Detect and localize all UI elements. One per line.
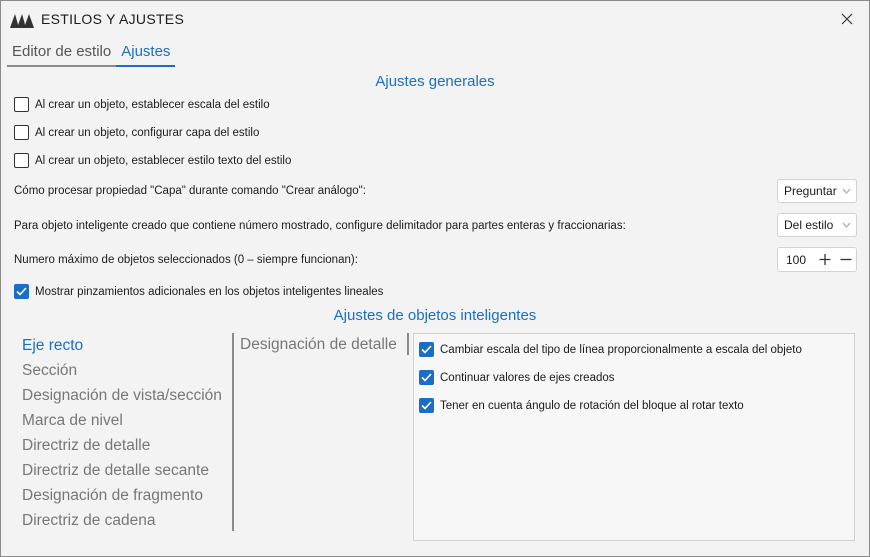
set-layer-label: Al crear un objeto, configurar capa del estilo — [35, 126, 260, 139]
max-objects-label: Numero máximo de objetos seleccionados (0 – siempre funcionan): — [14, 254, 358, 266]
subsection-divider — [407, 333, 409, 355]
set-text-style-label: Al crear un objeto, establecer estilo texto del estilo — [35, 154, 292, 167]
list-item[interactable]: Sección — [22, 362, 78, 379]
show-grips-checkbox[interactable] — [14, 284, 29, 299]
list-item[interactable]: Designación de fragmento — [22, 487, 203, 504]
rotation-angle-label: Tener en cuenta ángulo de rotación del bloque al rotar texto — [440, 399, 744, 412]
scale-linetype-checkbox[interactable] — [419, 342, 434, 357]
set-layer-checkbox[interactable] — [14, 125, 29, 140]
continue-axes-label: Continuar valores de ejes creados — [440, 371, 615, 384]
layer-process-value: Preguntar — [784, 184, 837, 198]
close-button[interactable] — [833, 7, 861, 31]
chevron-down-icon — [842, 222, 851, 228]
rotation-angle-checkbox-row[interactable] — [419, 398, 744, 413]
tab-bar — [7, 41, 175, 67]
max-objects-stepper[interactable] — [777, 247, 857, 272]
list-item[interactable]: Directriz de cadena — [22, 512, 156, 529]
layer-process-select[interactable] — [777, 179, 857, 203]
list-item[interactable]: Designación de vista/sección — [22, 387, 222, 404]
set-layer-checkbox-row[interactable] — [14, 125, 259, 140]
check-icon — [421, 373, 432, 382]
window-title: ESTILOS Y AJUSTES — [41, 11, 185, 27]
tab-style-editor[interactable]: Editor de estilo — [7, 41, 116, 67]
delimiter-select[interactable] — [777, 213, 857, 237]
list-item[interactable]: Directriz de detalle secante — [22, 462, 209, 479]
chevron-down-icon — [842, 188, 851, 194]
list-item[interactable]: Marca de nivel — [22, 412, 123, 429]
set-scale-checkbox-row[interactable] — [14, 97, 270, 112]
smart-object-list — [22, 335, 222, 535]
close-icon — [841, 13, 853, 25]
check-icon — [16, 287, 27, 296]
title-bar — [1, 1, 869, 37]
smart-objects-title: Ajustes de objetos inteligentes — [333, 307, 537, 324]
tab-settings[interactable]: Ajustes — [116, 41, 175, 67]
continue-axes-checkbox-row[interactable] — [419, 370, 615, 385]
general-settings-title: Ajustes generales — [375, 73, 495, 90]
minus-icon[interactable] — [839, 252, 853, 267]
list-divider — [232, 333, 234, 531]
delimiter-label: Para objeto inteligente creado que contiene número mostrado, configure delimitador para partes enteras y fraccionarias: — [14, 220, 626, 232]
show-grips-label: Mostrar pinzamientos adicionales en los objetos inteligentes lineales — [35, 285, 384, 298]
set-text-style-checkbox[interactable] — [14, 153, 29, 168]
scale-linetype-checkbox-row[interactable] — [419, 342, 802, 357]
set-scale-checkbox[interactable] — [14, 97, 29, 112]
layer-process-label: Cómo procesar propiedad "Capa" durante comando "Crear análogo": — [14, 185, 366, 197]
show-grips-checkbox-row[interactable] — [14, 284, 383, 299]
list-item[interactable]: Eje recto — [22, 337, 84, 354]
plus-icon[interactable] — [818, 252, 832, 267]
set-text-style-checkbox-row[interactable] — [14, 153, 291, 168]
app-logo-icon — [9, 11, 35, 29]
list-item[interactable]: Directriz de detalle — [22, 437, 151, 454]
rotation-angle-checkbox[interactable] — [419, 398, 434, 413]
max-objects-value[interactable]: 100 — [786, 253, 807, 267]
options-panel — [413, 333, 855, 541]
check-icon — [421, 345, 432, 354]
scale-linetype-label: Cambiar escala del tipo de línea proporcionalmente a escala del objeto — [440, 343, 802, 356]
check-icon — [421, 401, 432, 410]
subsection-tab[interactable]: Designación de detalle — [240, 336, 397, 353]
delimiter-value: Del estilo — [784, 218, 834, 232]
set-scale-label: Al crear un objeto, establecer escala del estilo — [35, 98, 270, 111]
continue-axes-checkbox[interactable] — [419, 370, 434, 385]
